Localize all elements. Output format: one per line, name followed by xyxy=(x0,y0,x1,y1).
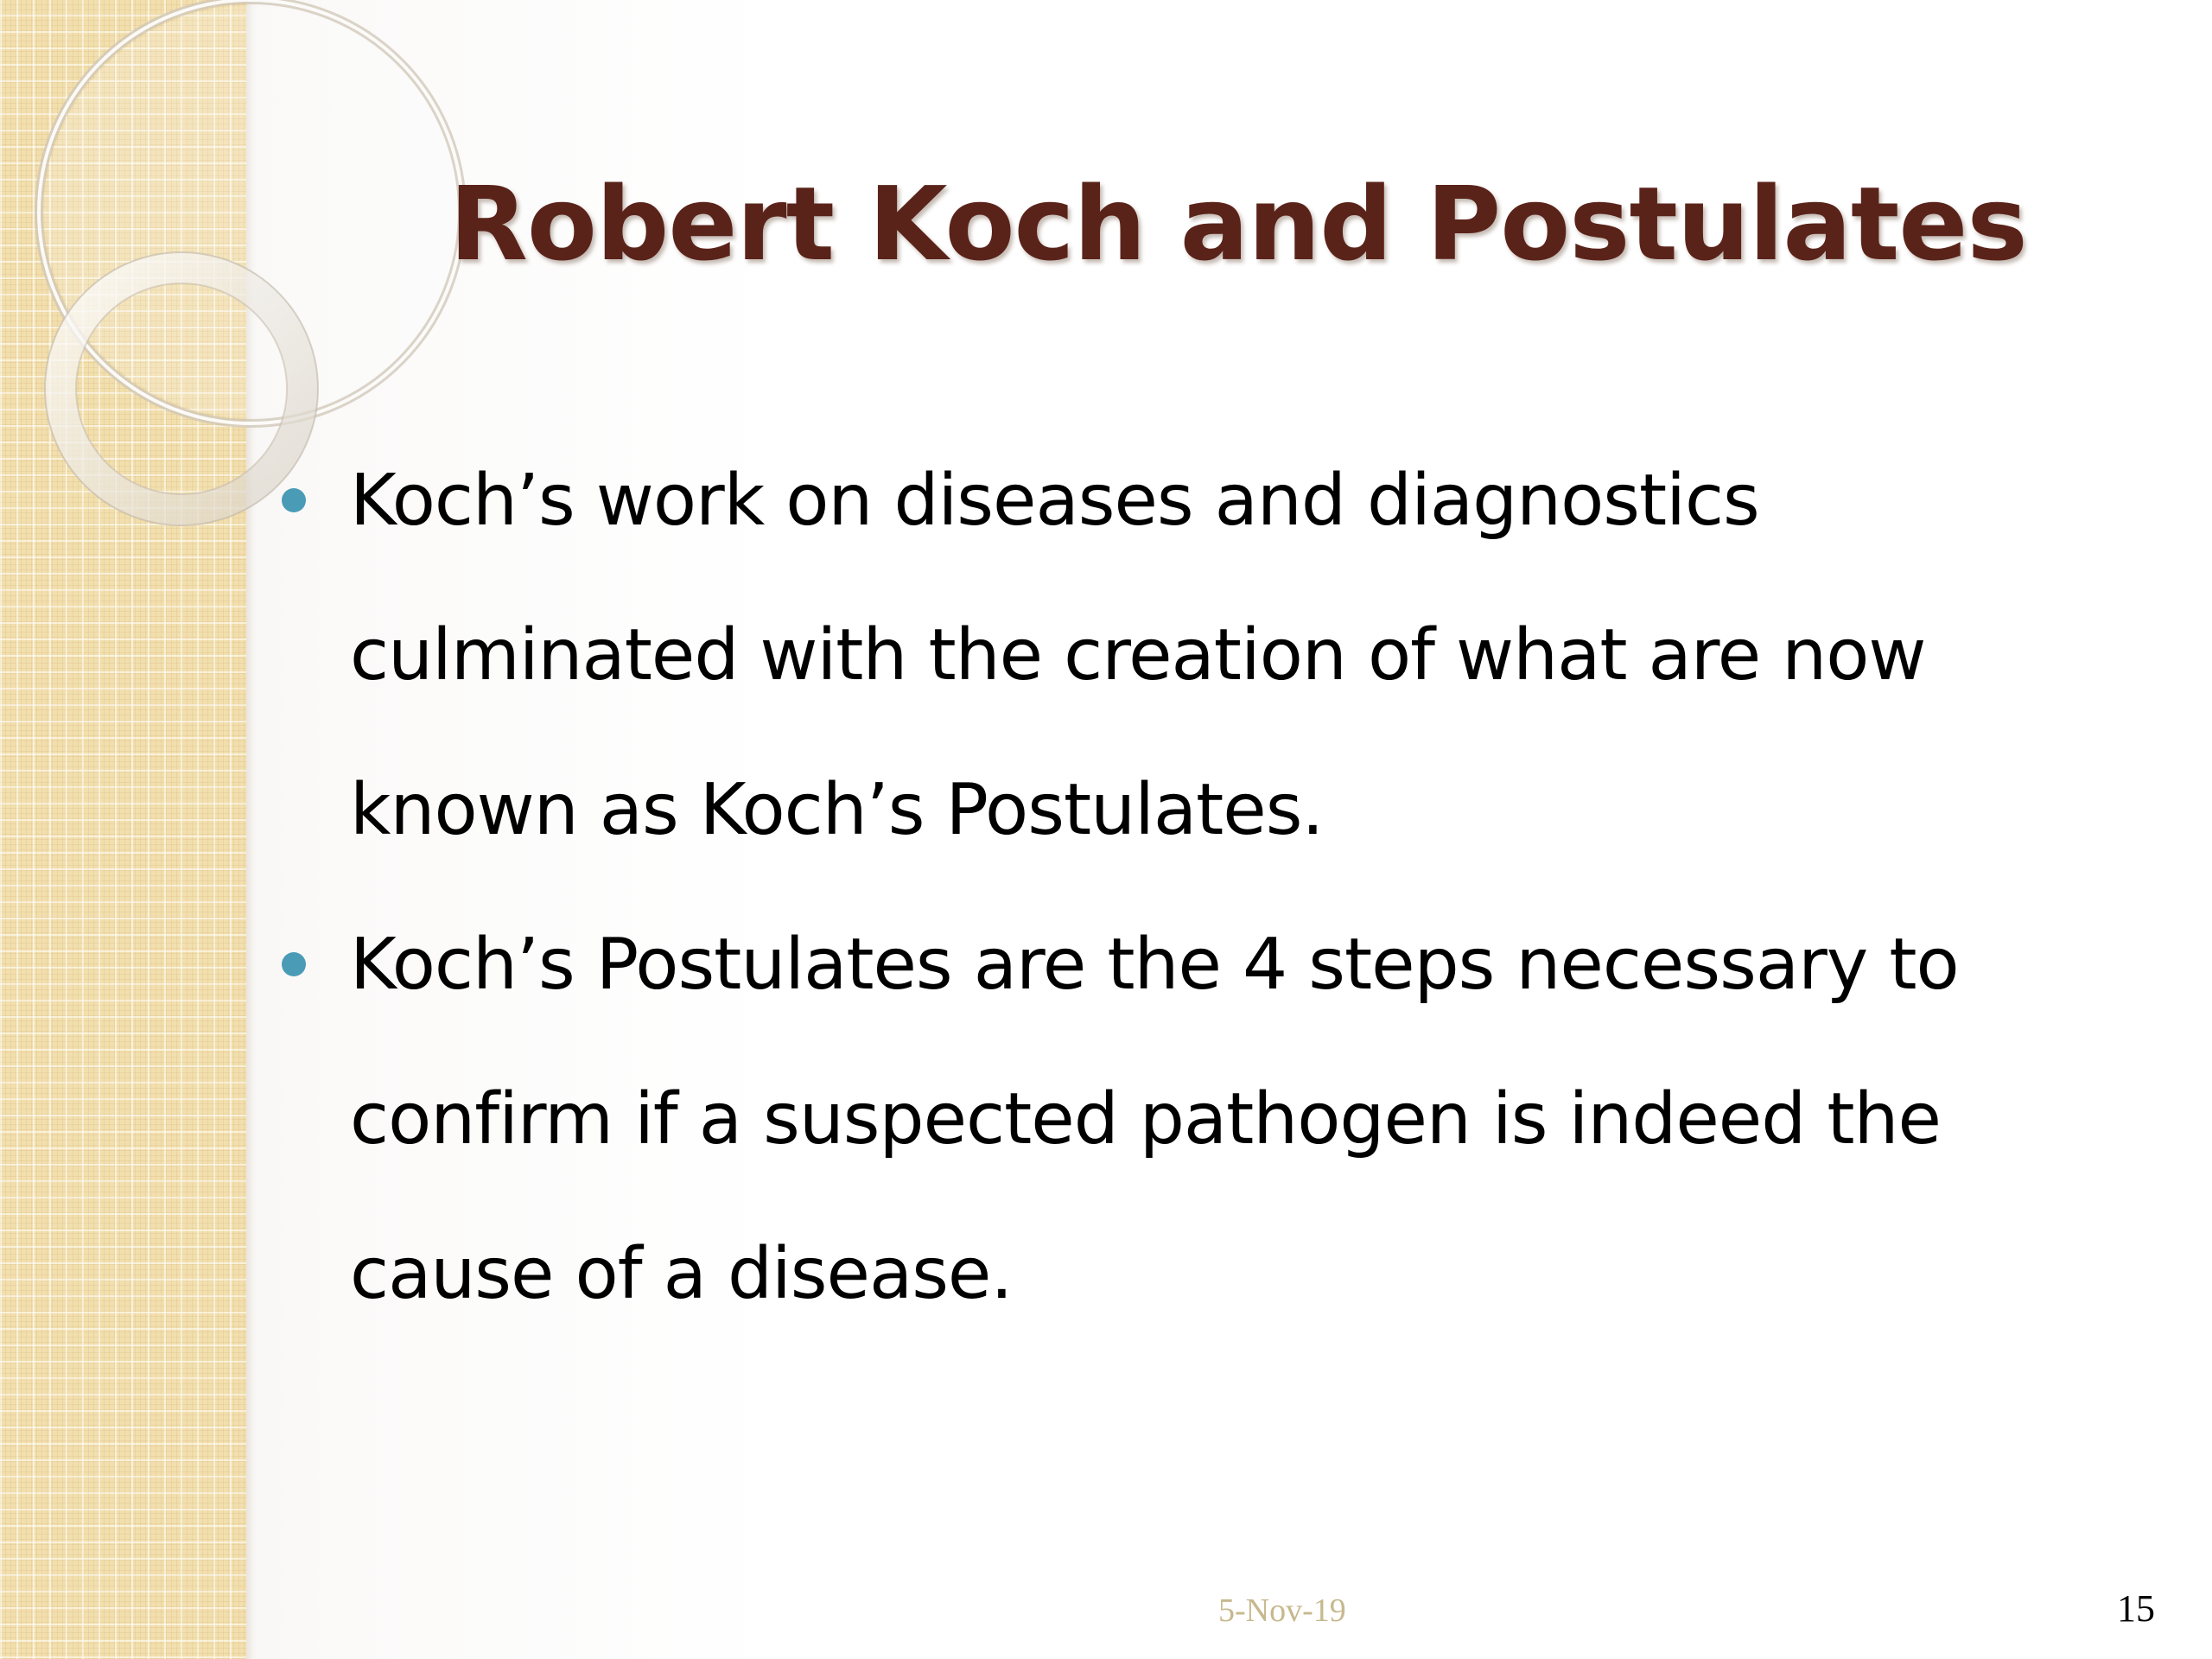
slide-title: Robert Koch and Postulates xyxy=(449,164,2027,283)
bullet-item xyxy=(276,423,2005,887)
bullet-text: Koch’s work on diseases and diagnostics culminated with the creation of what are now known as Koch’s Postulates. xyxy=(350,460,1926,851)
bullet-item xyxy=(276,887,2005,1351)
footer-date: 5-Nov-19 xyxy=(1218,1592,1346,1629)
bullet-list xyxy=(276,423,2005,1351)
page-number: 15 xyxy=(2117,1587,2155,1630)
bullet-dot-icon xyxy=(282,952,306,976)
bullet-text: Koch’s Postulates are the 4 steps necessary to confirm if a suspected pathogen is indeed the cause of a disease. xyxy=(350,924,1959,1315)
bullet-dot-icon xyxy=(282,488,306,512)
